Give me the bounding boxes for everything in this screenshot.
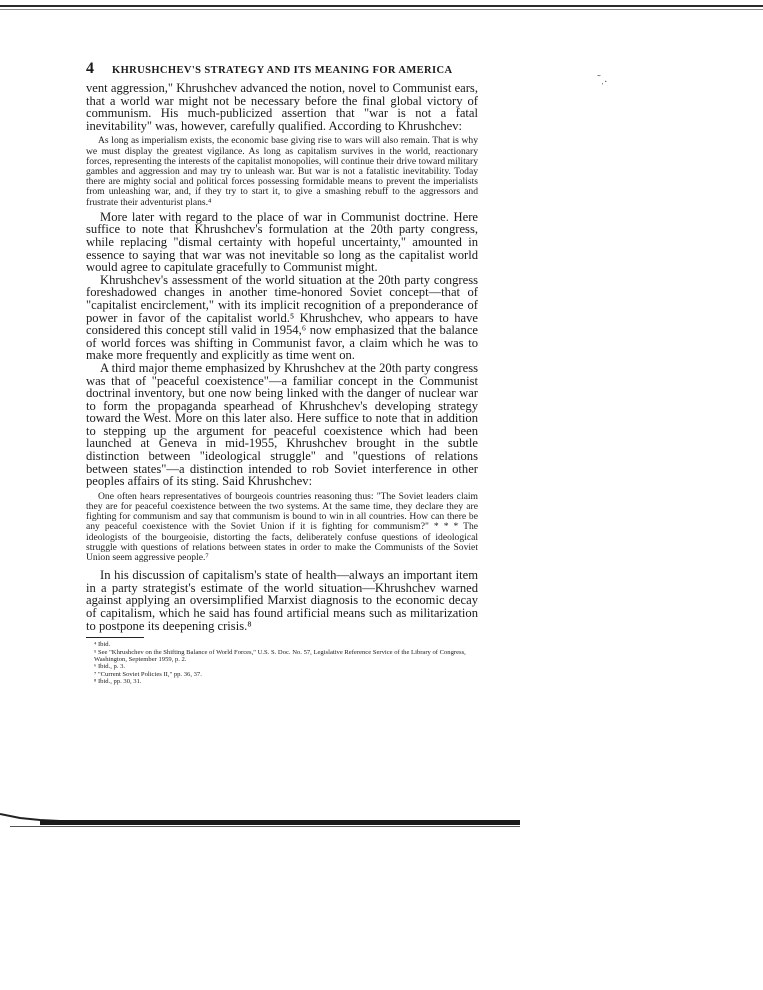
footnote: ⁷ "Current Soviet Policies II," pp. 36, 37. xyxy=(94,670,202,678)
body-paragraph: A third major theme emphasized by Khrushchev at the 20th party congress was that of "peaceful coexistence"—a familiar concept in the Communist doctrinal inventory, but one now being linked with the danger of nuclear war to form the propaganda spearhead of Khrushchev's developing strategy toward the West. More on this later also. Here suffice to note that in addition to stepping up the argument for peaceful coexistence which had been launched at Geneva in mid-1955, Khrushchev brought in the subtle distinction between "ideological struggle" and "questions of relations between states"—a distinction intended to rob Soviet interference in other peoples affairs of its sting. Said Khrushchev: xyxy=(86,360,478,489)
footnote-rule xyxy=(86,637,144,638)
running-title: KHRUSHCHEV'S STRATEGY AND ITS MEANING FOR AMERICA xyxy=(112,65,453,76)
block-quote: As long as imperialism exists, the economic base giving rise to wars will also remain. That is why we must display the greatest vigilance. As long as capitalism survives in the world, reactionary forces, representing the interests of the capitalist monopolies, will continue their drive toward military gambles and aggression and may try to unleash war. But war is not a fatalistic inevitability. Today there are mighty social and political forces possessing formidable means to prevent the imperialists from unleashing war, and, if they try to start it, to give a smashing rebuff to the aggressors and frustrate their adventurist plans.⁴ xyxy=(86,135,478,208)
document-page xyxy=(86,60,478,686)
footnote: ⁸ Ibid., pp. 30, 31. xyxy=(94,678,142,686)
footnote: ⁵ See "Khrushchev on the Shifting Balance of World Forces," U.S. S. Doc. No. 57, Legislative Reference Service of the Library of Congress, Washington, September 1959, p. 2. xyxy=(94,648,466,664)
bottom-scan-bar xyxy=(40,820,520,825)
body-paragraph: More later with regard to the place of war in Communist doctrine. Here suffice to note that Khrushchev's formulation at the 20th party congress, while replacing "dismal certainty with hopeful uncertainty," amounted in essence to saying that war was not inevitable so long as the capitalist world would agree to capitulate gracefully to Communist might. xyxy=(86,209,478,275)
page-header xyxy=(86,60,478,78)
page-number: 4 xyxy=(86,60,94,77)
body-paragraph: In his discussion of capitalism's state of health—always an important item in a party strategist's estimate of the world situation—Khrushchev warned against applying an oversimplified Marxist diagnosis to the economic decay of capitalism, which he said has found artificial means such as militarization to postpone its deepening crisis.⁸ xyxy=(86,568,478,633)
body-paragraph: vent aggression," Khrushchev advanced the notion, novel to Communist ears, that a world war might not be necessary before the final global victory of communism. His much-publicized assertion that "war is not a fatal inevitability" was, however, carefully qualified. According to Khrushchev: xyxy=(86,81,478,133)
stray-mark: ˜ˌ. xyxy=(597,73,608,85)
block-quote: One often hears representatives of bourgeois countries reasoning thus: "The Soviet leaders claim they are for peaceful coexistence between the two systems. At the same time, they declare they are fighting for communism and say that communism is bound to win in all countries. How can there be any peaceful coexistence with the Soviet Union if it is fighting for communism?" * * * The ideologists of the bourgeoisie, distorting the facts, deliberately confuse questions of ideological struggle with questions of relations between states in order to make the Communists of the Soviet Union seem aggressive people.⁷ xyxy=(86,490,478,564)
top-scan-border xyxy=(0,5,763,7)
bottom-scan-bar-thin xyxy=(10,826,520,827)
top-scan-border-thin xyxy=(0,9,763,10)
footnote: ⁶ Ibid., p. 3. xyxy=(94,663,126,671)
body-paragraph: Khrushchev's assessment of the world situation at the 20th party congress foreshadowed changes in another time-honored Soviet concept—that of "capitalist encirclement," with its implicit recognition of a preponderance of power in favor of the capitalist world.⁵ Khrushchev, who appears to have considered this concept still valid in 1954,⁶ now emphasized that the balance of world forces was shifting in Communist favor, a claim which he was to make more frequently and explicitly as time went on. xyxy=(86,272,478,363)
footnote: ⁴ Ibid. xyxy=(94,641,111,649)
